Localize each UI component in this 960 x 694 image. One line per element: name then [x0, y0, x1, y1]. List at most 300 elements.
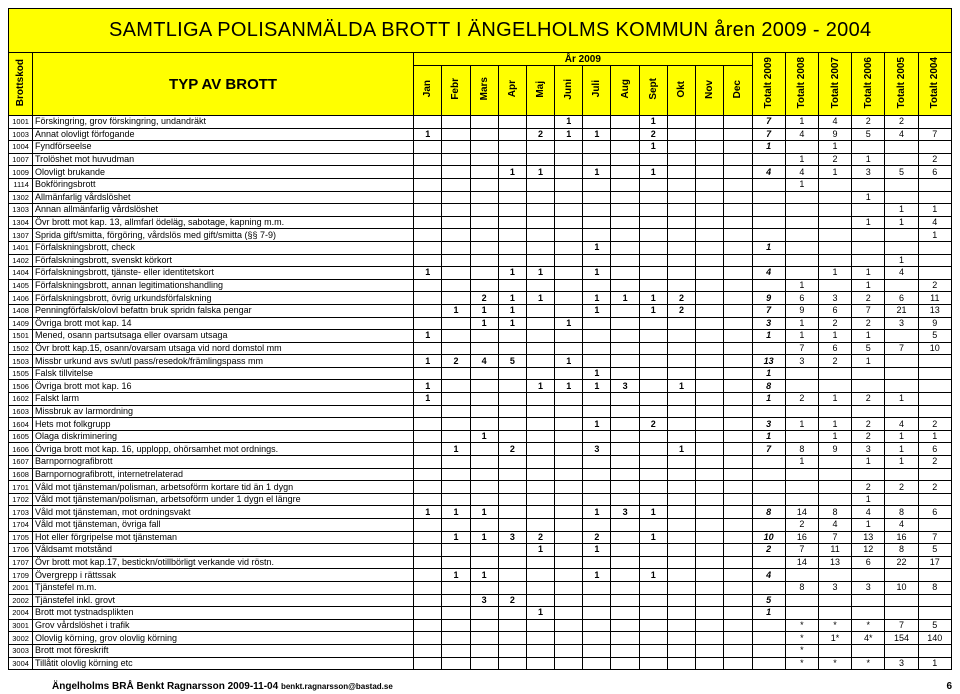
month-value — [724, 153, 752, 166]
crime-name: Våld mot tjänsteman/polisman, arbetsoförm kortare tid än 1 dygn — [32, 481, 413, 494]
total-value: 1 — [852, 216, 885, 229]
month-value — [639, 367, 667, 380]
total-value — [785, 254, 818, 267]
total-value: 17 — [918, 556, 951, 569]
month-value — [696, 493, 724, 506]
total-value: 1 — [852, 519, 885, 532]
total-value: 1 — [852, 330, 885, 343]
month-value — [414, 116, 442, 129]
month-value — [696, 506, 724, 519]
total-value: 4 — [852, 506, 885, 519]
total-value: 4 — [885, 128, 918, 141]
month-value — [442, 644, 470, 657]
total-value: * — [785, 619, 818, 632]
crime-name: Hets mot folkgrupp — [32, 418, 413, 431]
crime-code: 2004 — [9, 607, 33, 620]
total-value — [918, 178, 951, 191]
month-value — [611, 493, 639, 506]
month-header: Juli — [583, 66, 611, 116]
month-value: 1 — [498, 292, 526, 305]
month-value — [414, 141, 442, 154]
crime-name: Falsk tillvitelse — [32, 367, 413, 380]
month-value: 1 — [526, 380, 554, 393]
month-value — [667, 556, 695, 569]
month-value — [611, 153, 639, 166]
month-value — [667, 531, 695, 544]
total-value: 2 — [818, 317, 851, 330]
crime-name: Sprida gift/smitta, förgöring, vårdslös med gift/smitta (§§ 7-9) — [32, 229, 413, 242]
month-value — [498, 418, 526, 431]
total-value: 1 — [818, 267, 851, 280]
crime-name: Förfalskningsbrott, svenskt körkort — [32, 254, 413, 267]
total-value — [852, 644, 885, 657]
total-value: 10 — [752, 531, 785, 544]
month-value — [667, 519, 695, 532]
month-value — [639, 481, 667, 494]
total-value: 6 — [918, 506, 951, 519]
total-value — [818, 241, 851, 254]
total-value — [752, 342, 785, 355]
total-value: 1 — [818, 418, 851, 431]
crime-name: Övr brott mot kap. 13, allmfarl ödeläg, sabotage, kapning m.m. — [32, 216, 413, 229]
total-value: 5 — [885, 166, 918, 179]
month-value — [526, 393, 554, 406]
month-value — [555, 418, 583, 431]
month-value — [639, 468, 667, 481]
month-value — [724, 292, 752, 305]
total-value: 9 — [785, 304, 818, 317]
month-value — [442, 141, 470, 154]
month-value: 1 — [526, 166, 554, 179]
month-value — [498, 556, 526, 569]
month-value — [498, 153, 526, 166]
month-value — [667, 418, 695, 431]
month-value — [667, 330, 695, 343]
total-value: 2 — [752, 544, 785, 557]
month-value — [696, 229, 724, 242]
month-value — [611, 443, 639, 456]
total-value: 2 — [852, 393, 885, 406]
month-value — [555, 393, 583, 406]
month-value — [555, 292, 583, 305]
crime-code: 2001 — [9, 581, 33, 594]
month-value — [498, 544, 526, 557]
month-value — [442, 405, 470, 418]
month-value — [696, 304, 724, 317]
table-row — [9, 430, 952, 443]
total-value: 7 — [752, 116, 785, 129]
month-value: 2 — [667, 292, 695, 305]
crime-code: 1503 — [9, 355, 33, 368]
month-value — [696, 644, 724, 657]
month-value — [470, 342, 498, 355]
crime-code: 1505 — [9, 367, 33, 380]
crime-name: Penningförfalsk/olovl befattn bruk spridn falska pengar — [32, 304, 413, 317]
total-value — [785, 468, 818, 481]
month-value — [639, 279, 667, 292]
month-value: 1 — [414, 267, 442, 280]
total-value — [852, 178, 885, 191]
month-value: 1 — [414, 393, 442, 406]
month-value — [696, 594, 724, 607]
total-value: 6 — [818, 342, 851, 355]
total-value — [818, 456, 851, 469]
month-value — [724, 367, 752, 380]
month-value — [414, 644, 442, 657]
month-value: 1 — [583, 569, 611, 582]
crime-code: 1304 — [9, 216, 33, 229]
month-value — [724, 279, 752, 292]
total-value: 8 — [785, 443, 818, 456]
crime-code: 1607 — [9, 456, 33, 469]
table-row — [9, 304, 952, 317]
total-value — [785, 481, 818, 494]
footer — [8, 681, 952, 692]
total-value: 7 — [918, 531, 951, 544]
month-value: 1 — [583, 267, 611, 280]
month-value — [498, 569, 526, 582]
month-value — [555, 342, 583, 355]
month-value — [470, 267, 498, 280]
month-value — [555, 367, 583, 380]
month-value — [442, 468, 470, 481]
total-value: 2 — [785, 519, 818, 532]
month-value — [667, 254, 695, 267]
month-value — [442, 430, 470, 443]
month-value — [696, 367, 724, 380]
month-value — [442, 216, 470, 229]
month-value — [442, 493, 470, 506]
table-row — [9, 254, 952, 267]
crime-code: 1004 — [9, 141, 33, 154]
total-value: 6 — [785, 292, 818, 305]
crime-code: 1705 — [9, 531, 33, 544]
month-value — [583, 317, 611, 330]
total-header: Totalt 2006 — [852, 53, 885, 116]
month-value — [555, 481, 583, 494]
total-value: 4 — [785, 128, 818, 141]
page-title: SAMTLIGA POLISANMÄLDA BROTT I ÄNGELHOLMS KOMMUN åren 2009 - 2004 — [8, 8, 952, 52]
month-value — [555, 141, 583, 154]
month-value — [611, 355, 639, 368]
month-value: 1 — [583, 241, 611, 254]
crime-name: Förfalskningsbrott, tjänste- eller identitetskort — [32, 267, 413, 280]
month-value — [442, 342, 470, 355]
month-value — [526, 468, 554, 481]
month-value — [470, 456, 498, 469]
month-value — [667, 581, 695, 594]
month-value — [414, 531, 442, 544]
crime-code: 1604 — [9, 418, 33, 431]
month-value — [583, 216, 611, 229]
month-value — [470, 581, 498, 594]
month-value — [639, 216, 667, 229]
month-value — [724, 506, 752, 519]
total-value: 154 — [885, 632, 918, 645]
crime-name: Annat olovligt förfogande — [32, 128, 413, 141]
total-value: 5 — [852, 128, 885, 141]
month-value — [667, 342, 695, 355]
month-value — [611, 304, 639, 317]
total-header: Totalt 2007 — [818, 53, 851, 116]
month-value: 2 — [470, 292, 498, 305]
total-value — [752, 468, 785, 481]
crime-name: Våldsamt motstånd — [32, 544, 413, 557]
month-value — [724, 556, 752, 569]
month-value: 1 — [414, 128, 442, 141]
table-row — [9, 443, 952, 456]
total-value: 1 — [785, 153, 818, 166]
month-value — [667, 191, 695, 204]
month-value — [526, 342, 554, 355]
month-value — [498, 279, 526, 292]
crime-name: Hot eller förgripelse mot tjänsteman — [32, 531, 413, 544]
total-value: 7 — [752, 128, 785, 141]
total-value: 14 — [785, 506, 818, 519]
month-value: 1 — [470, 506, 498, 519]
month-value — [414, 468, 442, 481]
month-value: 1 — [470, 304, 498, 317]
month-value — [470, 216, 498, 229]
month-value — [526, 216, 554, 229]
month-value — [639, 607, 667, 620]
total-value: 1 — [885, 254, 918, 267]
month-value — [414, 241, 442, 254]
crime-name: Övr brott kap.15, osann/ovarsam utsaga vid nord domstol mm — [32, 342, 413, 355]
crime-code: 1404 — [9, 267, 33, 280]
month-value: 1 — [639, 166, 667, 179]
crime-name: Missbr urkund avs sv/utl pass/resedok/främlingspass mm — [32, 355, 413, 368]
month-value — [470, 141, 498, 154]
month-value — [696, 519, 724, 532]
month-value — [583, 342, 611, 355]
month-value — [498, 405, 526, 418]
month-value — [611, 619, 639, 632]
crime-name: Grov vårdslöshet i trafik — [32, 619, 413, 632]
total-value — [852, 241, 885, 254]
month-value — [639, 254, 667, 267]
month-value — [442, 116, 470, 129]
month-header: Juni — [555, 66, 583, 116]
month-value — [526, 178, 554, 191]
total-value: 1 — [918, 204, 951, 217]
total-value — [885, 569, 918, 582]
total-value: 3 — [852, 443, 885, 456]
month-value — [470, 393, 498, 406]
month-header: Sept — [639, 66, 667, 116]
month-value — [470, 279, 498, 292]
month-value — [696, 292, 724, 305]
total-value: 5 — [918, 330, 951, 343]
total-value: 7 — [785, 544, 818, 557]
month-value — [498, 430, 526, 443]
month-value — [639, 317, 667, 330]
total-value: 1 — [885, 456, 918, 469]
month-value — [414, 405, 442, 418]
month-value — [555, 456, 583, 469]
month-value — [724, 166, 752, 179]
month-value — [555, 519, 583, 532]
total-value: 2 — [885, 481, 918, 494]
crime-code: 1302 — [9, 191, 33, 204]
total-value: 1 — [852, 355, 885, 368]
total-value — [752, 204, 785, 217]
total-value — [885, 191, 918, 204]
month-value — [470, 380, 498, 393]
crime-code: 1001 — [9, 116, 33, 129]
total-value: 3 — [885, 657, 918, 670]
month-value — [696, 330, 724, 343]
total-value: 7 — [818, 531, 851, 544]
month-value — [639, 191, 667, 204]
total-value: 1 — [818, 166, 851, 179]
total-value: 5 — [918, 619, 951, 632]
month-value — [583, 657, 611, 670]
month-value — [526, 330, 554, 343]
month-value — [611, 405, 639, 418]
month-value — [724, 216, 752, 229]
month-value — [442, 393, 470, 406]
month-value — [442, 254, 470, 267]
month-value: 1 — [414, 380, 442, 393]
month-value — [639, 241, 667, 254]
total-value: * — [818, 619, 851, 632]
table-row — [9, 267, 952, 280]
month-value — [583, 456, 611, 469]
crime-code: 1701 — [9, 481, 33, 494]
total-value: 14 — [785, 556, 818, 569]
total-value — [852, 594, 885, 607]
month-value — [498, 456, 526, 469]
total-value: 7 — [852, 304, 885, 317]
month-value — [611, 229, 639, 242]
month-value — [442, 330, 470, 343]
month-value — [611, 544, 639, 557]
total-value — [785, 204, 818, 217]
total-value — [885, 644, 918, 657]
total-value — [885, 380, 918, 393]
month-value — [696, 531, 724, 544]
month-value — [555, 229, 583, 242]
month-value — [470, 632, 498, 645]
month-value — [470, 481, 498, 494]
month-value — [555, 191, 583, 204]
table-row — [9, 468, 952, 481]
crime-code: 1003 — [9, 128, 33, 141]
month-value — [498, 367, 526, 380]
month-value — [611, 569, 639, 582]
month-value — [526, 116, 554, 129]
month-value: 1 — [442, 443, 470, 456]
month-value — [470, 519, 498, 532]
crime-name: Tillåtit olovlig körning etc — [32, 657, 413, 670]
total-value: 1 — [785, 178, 818, 191]
crime-name: Falskt larm — [32, 393, 413, 406]
month-value — [526, 430, 554, 443]
month-value — [414, 430, 442, 443]
month-value — [583, 153, 611, 166]
month-value: 1 — [639, 141, 667, 154]
month-value — [442, 317, 470, 330]
month-value — [696, 191, 724, 204]
month-value — [442, 594, 470, 607]
total-value: * — [785, 657, 818, 670]
month-value — [667, 632, 695, 645]
month-value: 1 — [639, 569, 667, 582]
month-value — [611, 418, 639, 431]
total-value: 1 — [785, 116, 818, 129]
month-value — [526, 632, 554, 645]
month-value — [583, 330, 611, 343]
footer-email: benkt.ragnarsson@bastad.se — [280, 682, 393, 691]
total-value — [752, 481, 785, 494]
crime-name: Olaga diskriminering — [32, 430, 413, 443]
table-row — [9, 380, 952, 393]
crime-code: 1702 — [9, 493, 33, 506]
total-value — [885, 330, 918, 343]
total-value — [752, 619, 785, 632]
total-value: 1 — [852, 267, 885, 280]
month-value — [583, 556, 611, 569]
total-value — [885, 468, 918, 481]
month-value — [526, 241, 554, 254]
total-value: 1 — [885, 393, 918, 406]
total-value — [785, 216, 818, 229]
month-value — [639, 153, 667, 166]
month-value — [555, 569, 583, 582]
crime-name: Våld mot tjänsteman/polisman, arbetsoförm under 1 dygn el längre — [32, 493, 413, 506]
total-value — [785, 191, 818, 204]
month-value — [667, 393, 695, 406]
month-value: 1 — [442, 506, 470, 519]
crime-name: Förfalskningsbrott, övrig urkundsförfalskning — [32, 292, 413, 305]
month-header: Dec — [724, 66, 752, 116]
month-value — [526, 493, 554, 506]
month-value — [470, 178, 498, 191]
month-value — [667, 367, 695, 380]
table-row — [9, 594, 952, 607]
month-value — [555, 594, 583, 607]
month-value — [583, 607, 611, 620]
month-value — [555, 178, 583, 191]
month-value — [583, 430, 611, 443]
month-value — [555, 443, 583, 456]
month-value — [414, 178, 442, 191]
month-value — [414, 153, 442, 166]
month-value — [724, 632, 752, 645]
month-value: 1 — [526, 544, 554, 557]
footer-text: Ängelholms BRÅ Benkt Ragnarsson 2009-11-04 — [52, 681, 279, 692]
total-value — [752, 632, 785, 645]
total-value: 1 — [752, 393, 785, 406]
total-value: 16 — [785, 531, 818, 544]
total-value: 4 — [885, 267, 918, 280]
total-value — [818, 279, 851, 292]
total-value: 7 — [752, 443, 785, 456]
month-value — [414, 367, 442, 380]
crime-code: 1501 — [9, 330, 33, 343]
total-value — [785, 569, 818, 582]
total-value: 3 — [885, 317, 918, 330]
month-value — [724, 418, 752, 431]
total-value: 2 — [852, 116, 885, 129]
month-value — [526, 481, 554, 494]
table-row — [9, 191, 952, 204]
month-value: 3 — [498, 531, 526, 544]
month-value: 1 — [555, 128, 583, 141]
month-value — [470, 544, 498, 557]
month-value: 1 — [470, 531, 498, 544]
